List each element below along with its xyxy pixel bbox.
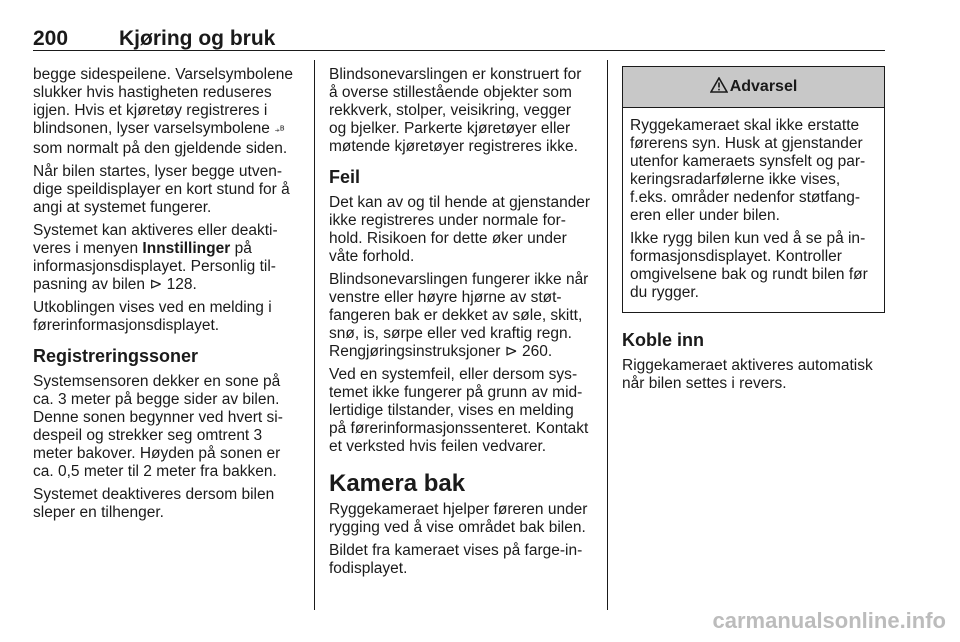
paragraph: Når bilen startes, lyser begge utvendige speildisplayer en kort stund for å angi at systemet fungerer. bbox=[33, 163, 290, 216]
chapter-heading: Kamera bak bbox=[329, 470, 466, 497]
paragraph: Systemsensoren dekker en sone på ca. 3 meter på begge sider av bilen. Denne sonen begynner ved hvert sidespeil og strekker seg omtrent 3 meter bakover. Høyden på sonen er ca. 0,5 meter til 2 meter fra bakken. bbox=[33, 373, 283, 480]
warning-header bbox=[623, 67, 884, 108]
paragraph: Ryggekameraet skal ikke erstatte førerens syn. Husk at gjenstander utenfor kameraets synsfelt og parkeringsradarfølerne ikke vises, f.eks. områder nedenfor støtfangeren eller under bilen. bbox=[630, 117, 866, 224]
warning-box bbox=[622, 66, 885, 313]
paragraph: Riggekameraet aktiveres automatisk når bilen settes i revers. bbox=[622, 357, 873, 392]
paragraph: Bildet fra kameraet vises på farge-infodisplayet. bbox=[329, 542, 583, 577]
chapter-title: Kjøring og bruk bbox=[119, 27, 276, 50]
column-divider bbox=[607, 60, 608, 610]
section-heading: Feil bbox=[329, 167, 361, 187]
paragraph: Utkoblingen vises ved en melding i førerinformasjonsdisplayet. bbox=[33, 299, 272, 334]
column-left bbox=[33, 66, 301, 527]
page-reference-icon: ⊳ bbox=[504, 343, 518, 360]
page-reference-icon: ⊳ bbox=[149, 276, 163, 293]
watermark: carmanualsonline.info bbox=[712, 608, 946, 633]
paragraph: Blindsonevarslingen er konstruert for å overse stillestående objekter som rekkverk, stolper, veisikring, vegger og bjelker. Parkerte kjøretøyer eller møtende kjøretøyer registreres ikke. bbox=[329, 66, 582, 155]
paragraph: Ikke rygg bilen kun ved å se på informasjonsdisplayet. Kontroller omgivelsene bak og rundt bilen før du rygger. bbox=[630, 230, 868, 301]
paragraph: Blindsonevarslingen fungerer ikke når venstre eller høyre hjørne av støtfangeren bak er dekket av søle, skitt, snø, is, sørpe eller ved kraftig regn. Rengjøringsinstruksjoner ⊳ 260. bbox=[329, 271, 589, 360]
paragraph: Ved en systemfeil, eller dersom systemet ikke fungerer på grunn av midlertidige tilstander, vises en melding på førerinformasjonssenteret. Kontakt et verksted hvis feilen vedvarer. bbox=[329, 366, 589, 455]
paragraph: Det kan av og til hende at gjenstander ikke registreres under normale forhold. Risikoen for dette øker under våte forhold. bbox=[329, 194, 591, 265]
section-heading: Koble inn bbox=[622, 330, 704, 350]
paragraph: Systemet deaktiveres dersom bilen sleper en tilhenger. bbox=[33, 486, 275, 521]
column-middle bbox=[329, 66, 592, 583]
warning-body bbox=[623, 108, 884, 312]
paragraph: begge sidespeilene. Varselsymbolene slukker hvis hastigheten reduseres igjen. Hvis et kjøretøy registreres i blindsonen, lyser varselsymbolene ⍆ᴮ som normalt på den gjeldende siden. bbox=[33, 66, 293, 157]
warning-title: Advarsel bbox=[729, 78, 798, 95]
paragraph: Systemet kan aktiveres eller deaktiveres i menyen Innstillinger på informasjonsdisplayet. Personlig tilpasning av bilen ⊳ 128. bbox=[33, 222, 278, 293]
paragraph: Ryggekameraet hjelper føreren under rygging ved å vise området bak bilen. bbox=[329, 501, 588, 536]
column-divider bbox=[314, 60, 315, 610]
section-heading: Registreringssoner bbox=[33, 346, 199, 366]
column-right bbox=[622, 66, 885, 398]
warning-triangle-icon bbox=[710, 69, 728, 85]
page-header bbox=[33, 22, 885, 51]
page-number: 200 bbox=[33, 27, 69, 50]
blind-spot-warning-icon: ⍆ᴮ bbox=[274, 125, 285, 136]
menu-name: Innstillinger bbox=[142, 240, 231, 257]
